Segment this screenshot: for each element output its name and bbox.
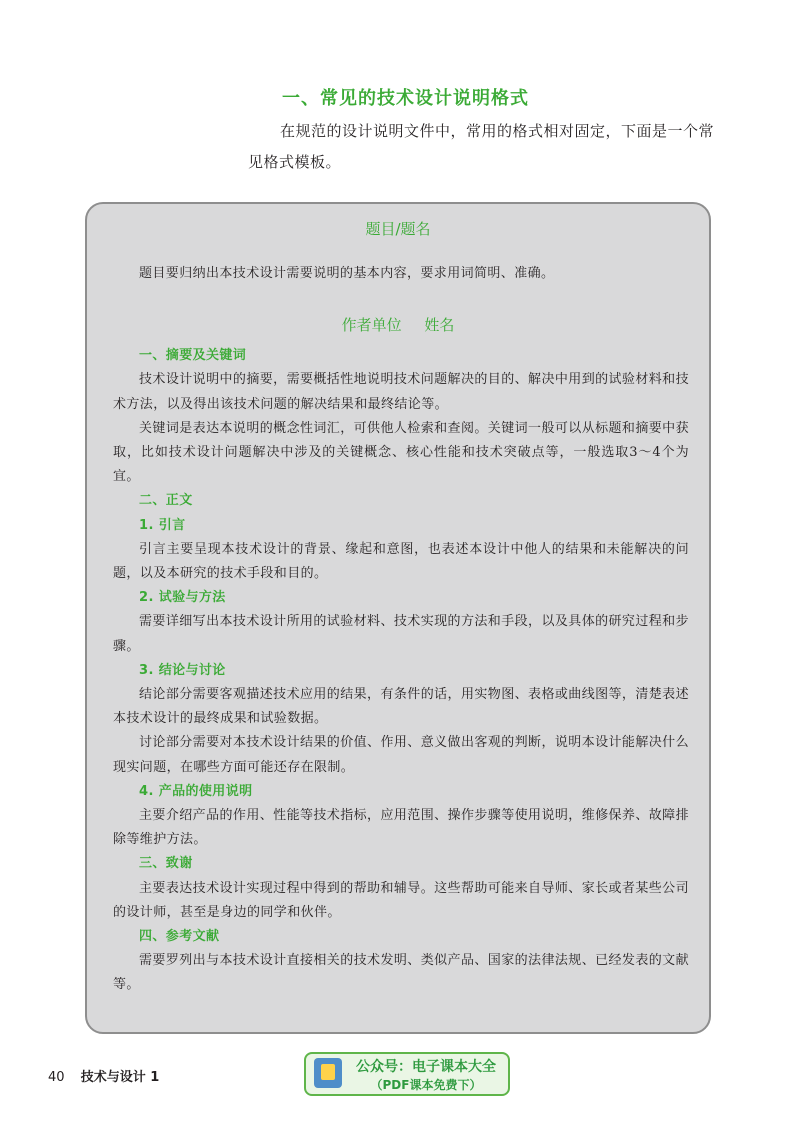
watermark-line-1: 公众号：电子课本大全: [356, 1059, 496, 1075]
paragraph-conclusion-2: 讨论部分需要对本技术设计结果的价值、作用、意义做出客观的判断，说明本设计能解决什么现实问题，在哪些方面可能还存在限制。: [113, 735, 689, 775]
intro-paragraph: 在规范的设计说明文件中，常用的格式相对固定，下面是一个常见格式模板。: [248, 122, 715, 171]
section-title: 一、常见的技术设计说明格式: [282, 88, 529, 109]
heading-thanks: 三、致谢: [139, 856, 193, 872]
page-number: 40: [48, 1070, 65, 1085]
watermark-banner: [304, 1052, 510, 1096]
title-note: 题目要归纳出本技术设计需要说明的基本内容，要求用词简明、准确。: [139, 266, 555, 281]
paragraph-usage: 主要介绍产品的作用、性能等技术指标，应用范围、操作步骤等使用说明，维修保养、故障排除等维护方法。: [113, 808, 689, 848]
paragraph-method: 需要详细写出本技术设计所用的试验材料、技术实现的方法和手段，以及具体的研究过程和步骤。: [113, 614, 689, 654]
heading-conclusion: 3. 结论与讨论: [139, 662, 226, 678]
template-title: 题目/题名: [365, 220, 431, 238]
watermark-line-2: （PDF课本免费下）: [370, 1078, 482, 1092]
paragraph-thanks: 主要表达技术设计实现过程中得到的帮助和辅导。这些帮助可能来自导师、家长或者某些公司的设计师，甚至是身边的同学和伙伴。: [113, 880, 689, 920]
book-icon: [314, 1058, 342, 1088]
template-box: [85, 202, 711, 1034]
paragraph-abstract-1: 技术设计说明中的摘要，需要概括性地说明技术问题解决的目的、解决中用到的试验材料和技术方法，以及得出该技术问题的解决结果和最终结论等。: [113, 372, 689, 412]
author-line: 作者单位 姓名: [341, 316, 455, 334]
heading-body: 二、正文: [139, 493, 193, 509]
heading-usage: 4. 产品的使用说明: [139, 783, 253, 799]
paragraph-intro: 引言主要呈现本技术设计的背景、缘起和意图，也表述本设计中他人的结果和未能解决的问题，以及本研究的技术手段和目的。: [113, 541, 689, 582]
page-footer: [48, 1066, 159, 1085]
heading-intro: 1. 引言: [139, 517, 186, 533]
heading-abstract: 一、摘要及关键词: [139, 348, 247, 364]
paragraph-conclusion-1: 结论部分需要客观描述技术应用的结果，有条件的话，用实物图、表格或曲线图等，清楚表述本技术设计的最终成果和试验数据。: [113, 687, 689, 727]
heading-method: 2. 试验与方法: [139, 590, 226, 606]
paragraph-abstract-2: 关键词是表达本说明的概念性词汇，可供他人检索和查阅。关键词一般可以从标题和摘要中获取，比如技术设计问题解决中涉及的关键概念、核心性能和技术突破点等，一般选取3～4个为宜。: [113, 420, 689, 485]
heading-references: 四、参考文献: [139, 929, 220, 945]
template-content: [113, 262, 689, 998]
paragraph-references: 需要罗列出与本技术设计直接相关的技术发明、类似产品、国家的法律法规、已经发表的文献等。: [113, 953, 689, 993]
book-title: 技术与设计 1: [80, 1070, 160, 1085]
